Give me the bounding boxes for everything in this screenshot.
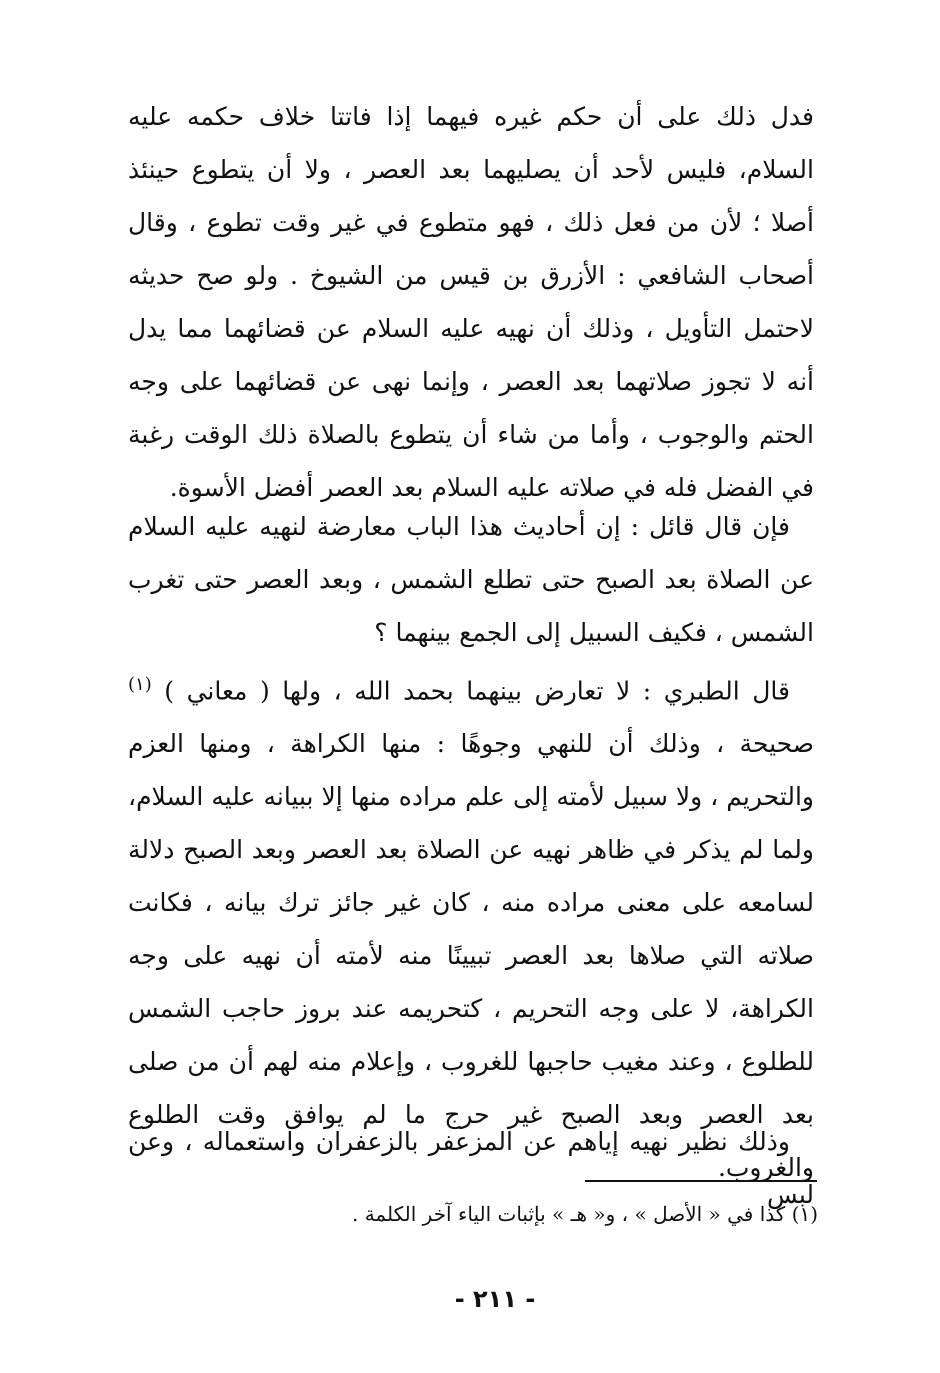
paragraph-text: وذلك نظير نهيه إياهم عن المزعفر بالزعفران واستعماله ، وعن لبس — [128, 1127, 814, 1209]
footnote: (١) كذا في « الأصل » ، و« هـ » بإثبات الياء آخر الكلمة . — [351, 1202, 818, 1226]
page-number: - ٢١١ - — [454, 1285, 536, 1313]
paragraph-2 — [128, 500, 814, 659]
paragraph-text-start: قال الطبري : لا تعارض بينهما بحمد الله ، ولها ( معاني ) — [164, 676, 790, 706]
footnote-divider — [585, 1180, 817, 1182]
paragraph-text-rest: صحيحة ، وذلك أن للنهي وجوهًا : منها الكراهة ، ومنها العزم والتحريم ، ولا سبيل لأمته إلى علم مراده منها إلا ببيانه عليه السلام، ولما لم يذكر في ظاهر نهيه عن الصلاة بعد العصر وبعد الصبح دلالة لسامعه على معنى مراده منه ، كان غير جائز ترك بيانه ، فكانت صلاته التي صلاها بعد العصر تبيينًا منه لأمته أن نهيه على وجه الكراهة، لا على وجه التحريم ، كتحريمه عند بروز حاجب الشمس للطلوع ، وعند مغيب حاجبها للغروب ، وإعلام منه لهم أن من صلى بعد العصر وبعد الصبح غير حرج ما لم يوافق وقت الطلوع والغروب. — [128, 729, 814, 1183]
paragraph-3 — [128, 658, 814, 1194]
paragraph-text — [128, 658, 814, 1194]
footnote-reference: (١) — [128, 674, 152, 695]
paragraph-text: فدل ذلك على أن حكم غيره فيهما إذا فاتتا خلاف حكمه عليه السلام، فليس لأحد أن يصليهما بعد العصر ، ولا أن يتطوع حينئذ أصلا ؛ لأن من فعل ذلك ، فهو متطوع في غير وقت تطوع ، وقال أصحاب الشافعي : الأزرق بن قيس من الشيوخ . ولو صح حديثه لاحتمل التأويل ، وذلك أن نهيه عليه السلام عن قضائهما مما يدل أنه لا تجوز صلاتهما بعد العصر ، وإنما نهى عن قضائهما على وجه الحتم والوجوب ، وأما من شاء أن يتطوع بالصلاة ذلك الوقت رغبة في الفضل فله في صلاته عليه السلام بعد العصر أفضل الأسوة. — [128, 102, 814, 502]
paragraph-text: فإن قال قائل : إن أحاديث هذا الباب معارضة لنهيه عليه السلام عن الصلاة بعد الصبح حتى تطلع الشمس ، وبعد العصر حتى تغرب الشمس ، فكيف السبيل إلى الجمع بينهما ؟ — [128, 512, 814, 647]
paragraph-1 — [128, 90, 814, 514]
